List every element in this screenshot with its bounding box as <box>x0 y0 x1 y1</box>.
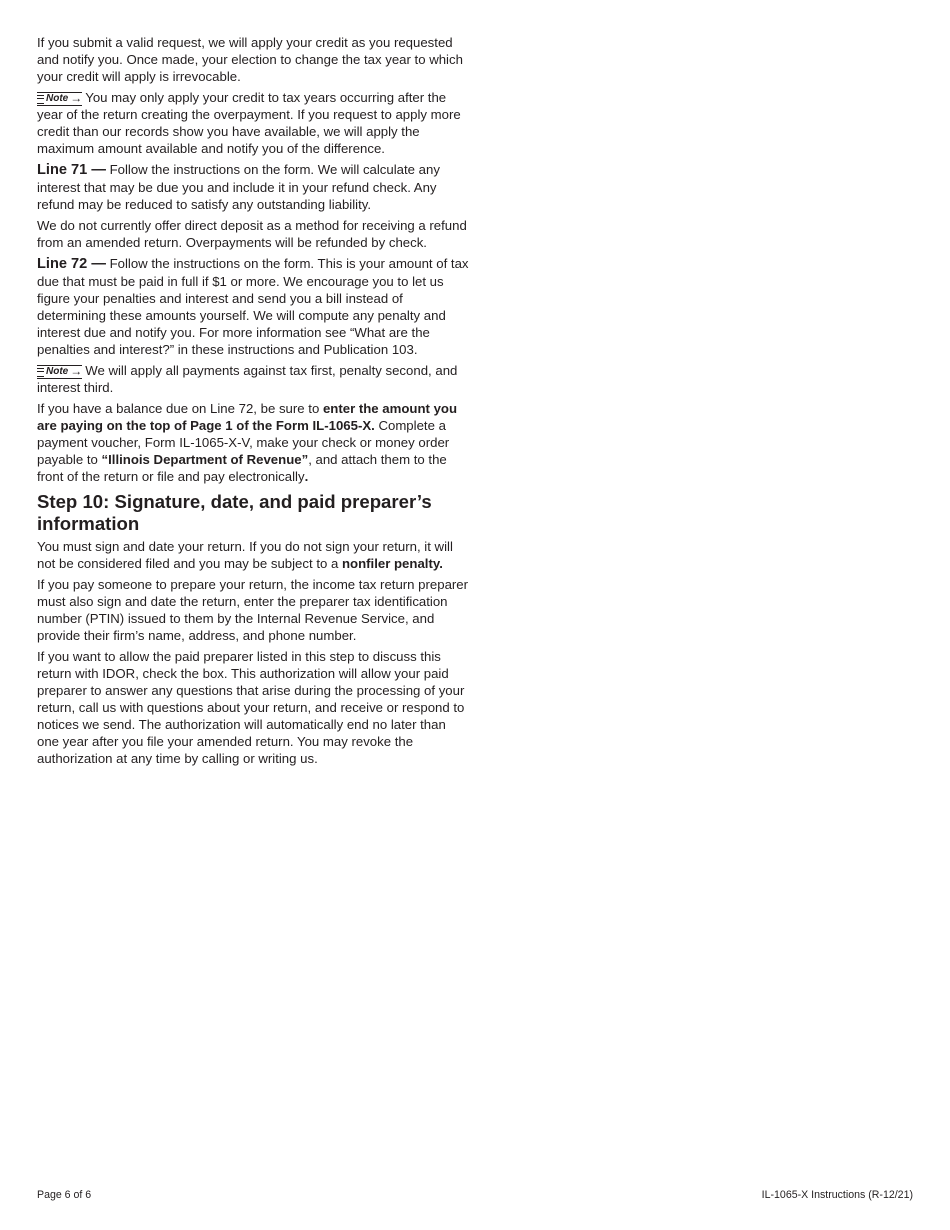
line-72-text: Follow the instructions on the form. This is your amount of tax due that must be paid in full if $1 or more. We encourage you to let us figure your penalties and interest and send you a bill instead of determining these amounts yourself. We will compute any penalty and interest due and notify you. For more information see “What are the penalties and interest?” in these instructions and Publication 103. <box>37 256 469 357</box>
note-payments-paragraph <box>37 362 469 396</box>
balance-bold-3: . <box>304 469 309 484</box>
balance-text-1: If you have a balance due on Line 72, be sure to <box>37 401 323 416</box>
page-number: Page 6 of 6 <box>37 1189 92 1201</box>
note-icon: Note → <box>37 365 82 379</box>
line-72-paragraph <box>37 255 469 358</box>
authorization-paragraph: If you want to allow the paid preparer listed in this step to discuss this return with IDOR, check the box. This authorization will allow your paid preparer to answer any questions that arise during the processing of your return, call us with questions about your return, and receive or respond to notices we send. The authorization will automatically end no later than one year after you file your amended return. You may revoke the authorization at any time by calling or writing us. <box>37 649 465 766</box>
note-label: Note <box>46 93 69 104</box>
balance-bold-1: enter the amount you are paying on the top of Page 1 of the Form IL-1065-X. <box>37 401 458 433</box>
line-71-text: Follow the instructions on the form. We will calculate any interest that may be due you and include it in your refund check. Any refund may be reduced to satisfy any outstanding liability. <box>37 162 440 212</box>
note-label: Note <box>46 366 69 377</box>
step-10-heading: Step 10: Signature, date, and paid preparer’s information <box>37 491 432 534</box>
balance-text-2: Complete a payment voucher, Form IL-1065-X-V, make your check or money order payable to <box>37 418 450 467</box>
line-72-heading: Line 72 — <box>37 256 106 272</box>
sign-return-text: You must sign and date your return. If you do not sign your return, it will not be considered filed and you may be subject to a <box>37 539 453 571</box>
instructions-column <box>37 34 469 771</box>
balance-text-3: , and attach them to the front of the return or file and pay electronically <box>37 452 447 484</box>
credit-request-paragraph: If you submit a valid request, we will apply your credit as you requested and notify you. Once made, your election to change the tax year to which your credit will apply is irrevocable. <box>37 35 463 84</box>
direct-deposit-paragraph: We do not currently offer direct deposit as a method for receiving a refund from an amended return. Overpayments will be refunded by check. <box>37 218 467 250</box>
paid-preparer-paragraph: If you pay someone to prepare your return, the income tax return preparer must also sign and date the return, enter the preparer tax identification number (PTIN) issued to them by the Internal Revenue Service, and provide their firm’s name, address, and phone number. <box>37 577 469 643</box>
note-payments-text: We will apply all payments against tax first, penalty second, and interest third. <box>37 363 458 395</box>
note-credit-paragraph <box>37 89 469 157</box>
nonfiler-penalty-text: nonfiler penalty. <box>341 556 443 571</box>
balance-bold-2: “Illinois Department of Revenue” <box>101 452 309 467</box>
sign-return-paragraph <box>37 538 469 572</box>
line-71-paragraph <box>37 161 469 213</box>
line-71-heading: Line 71 — <box>37 162 106 178</box>
balance-due-paragraph <box>37 400 469 485</box>
note-icon: Note → <box>37 92 82 106</box>
note-credit-text: You may only apply your credit to tax years occurring after the year of the return creating the overpayment. If you request to apply more credit than our records show you have available, we will apply the maximum amount available and notify you of the difference. <box>37 90 461 156</box>
form-identifier: IL-1065-X Instructions (R-12/21) <box>761 1189 913 1201</box>
